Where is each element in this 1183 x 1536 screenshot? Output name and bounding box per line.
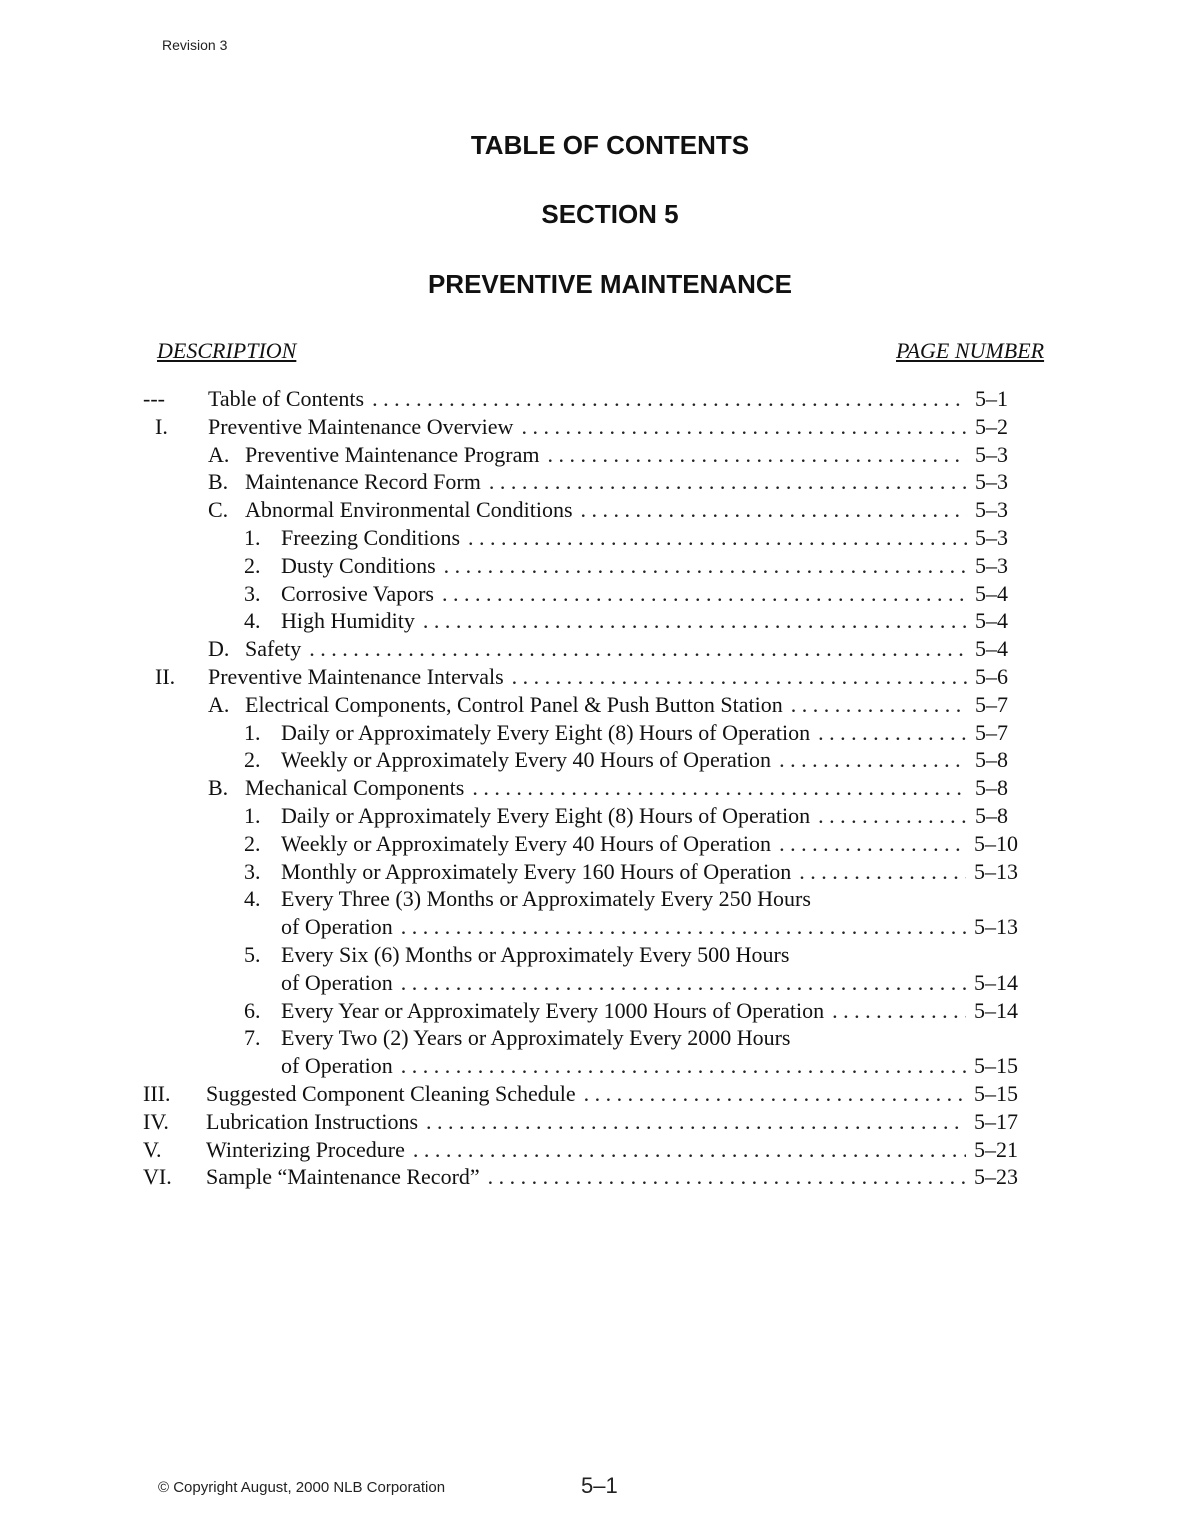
leader-dots — [309, 635, 967, 663]
leader-dots — [791, 691, 967, 719]
leader-dots — [779, 746, 967, 774]
toc-entry-title: Preventive Maintenance Program — [245, 441, 540, 467]
toc-entry-page: 5–3 — [975, 441, 1008, 467]
toc-entry — [0, 830, 1183, 858]
toc-entry-number: B. — [208, 775, 229, 801]
toc-entry-title: of Operation — [281, 914, 393, 940]
toc-entry-title: Table of Contents — [208, 386, 365, 411]
toc-entry-page: 5–7 — [975, 691, 1008, 717]
toc-entry-page: 5–2 — [975, 413, 1008, 439]
leader-dots — [489, 468, 967, 496]
toc-entry — [0, 997, 1183, 1025]
toc-entry-page: 5–10 — [974, 830, 1018, 856]
toc-entry-title: Preventive Maintenance Overview — [208, 413, 514, 439]
toc-entry-page: 5–15 — [974, 1053, 1018, 1079]
description-column-header: DESCRIPTION — [157, 338, 297, 363]
toc-entry-continuation — [0, 913, 1183, 941]
toc-entry — [0, 468, 1183, 496]
leader-dots — [818, 802, 967, 830]
toc-entry — [0, 802, 1183, 830]
leader-dots — [401, 1052, 966, 1080]
leader-dots — [779, 830, 966, 858]
leader-dots — [372, 385, 967, 413]
toc-entry-number: VI. — [143, 1164, 172, 1190]
toc-entry — [0, 1080, 1183, 1108]
toc-entry-title: Weekly or Approximately Every 40 Hours of Operation — [281, 747, 772, 773]
toc-entry-number: A. — [208, 441, 230, 467]
toc-entry — [0, 941, 1183, 969]
leader-dots — [547, 441, 967, 469]
toc-entry-number: I. — [155, 413, 168, 439]
toc-entry-continuation — [0, 1052, 1183, 1080]
toc-entry-title: Every Two (2) Years or Approximately Every 2000 Hours — [281, 1025, 791, 1051]
toc-entry-number: 7. — [244, 1025, 261, 1051]
leader-dots — [401, 969, 966, 997]
toc-entry — [0, 885, 1183, 913]
toc-entry — [0, 552, 1183, 580]
toc-entry-title: Preventive Maintenance Intervals — [208, 663, 504, 689]
toc-entry — [0, 607, 1183, 635]
toc-entry-page: 5–17 — [974, 1108, 1018, 1134]
leader-dots — [444, 552, 967, 580]
toc-entry-page: 5–14 — [974, 969, 1018, 995]
toc-entry — [0, 385, 1183, 413]
toc-entry-page: 5–7 — [975, 719, 1008, 745]
leader-dots — [472, 774, 967, 802]
leader-dots — [521, 413, 967, 441]
toc-entry-number: 4. — [244, 608, 261, 634]
toc-entry-title: Every Six (6) Months or Approximately Every 500 Hours — [281, 941, 790, 967]
toc-entry-continuation — [0, 969, 1183, 997]
leader-dots — [413, 1136, 966, 1164]
toc-entry-page: 5–14 — [974, 997, 1018, 1023]
toc-entry-page: 5–4 — [975, 608, 1008, 634]
toc-entry-number: --- — [143, 386, 165, 411]
toc-entry — [0, 413, 1183, 441]
toc-entry-page: 5–4 — [975, 636, 1008, 662]
toc-entry — [0, 441, 1183, 469]
toc-entry — [0, 1163, 1183, 1191]
toc-entry-title: Daily or Approximately Every Eight (8) Hours of Operation — [281, 802, 811, 828]
toc-entry-number: 4. — [244, 886, 261, 912]
leader-dots — [581, 496, 967, 524]
table-of-contents — [0, 385, 1183, 1191]
toc-entry-title: Electrical Components, Control Panel & Push Button Station — [245, 691, 783, 717]
leader-dots — [468, 524, 967, 552]
leader-dots — [442, 580, 967, 608]
toc-entry-page: 5–8 — [975, 775, 1008, 801]
toc-entry-title: of Operation — [281, 1053, 393, 1079]
toc-entry-page: 5–8 — [975, 747, 1008, 773]
toc-entry-page: 5–21 — [974, 1136, 1018, 1162]
toc-entry-number: 1. — [244, 802, 261, 828]
toc-entry-number: 5. — [244, 941, 261, 967]
toc-entry-title: Sample “Maintenance Record” — [206, 1164, 480, 1190]
copyright-notice: © Copyright August, 2000 NLB Corporation — [158, 1479, 446, 1496]
toc-entry — [0, 858, 1183, 886]
toc-entry-title: Daily or Approximately Every Eight (8) Hours of Operation — [281, 719, 811, 745]
document-title: TABLE OF CONTENTS — [470, 130, 750, 160]
toc-entry-number: 1. — [244, 719, 261, 745]
toc-entry-title: Maintenance Record Form — [245, 469, 481, 495]
toc-entry-page: 5–6 — [975, 663, 1008, 689]
toc-entry-title: Corrosive Vapors — [281, 580, 434, 606]
page-number: 5–1 — [581, 1473, 618, 1498]
section-subtitle: PREVENTIVE MAINTENANCE — [427, 269, 793, 299]
toc-entry-title: Winterizing Procedure — [206, 1136, 405, 1162]
toc-entry-number: D. — [208, 636, 230, 662]
toc-entry — [0, 746, 1183, 774]
toc-entry — [0, 691, 1183, 719]
toc-entry-title: Suggested Component Cleaning Schedule — [206, 1080, 576, 1106]
toc-entry-title: Mechanical Components — [245, 775, 465, 801]
toc-entry-title: Weekly or Approximately Every 40 Hours of Operation — [281, 830, 772, 856]
toc-entry-title: Monthly or Approximately Every 160 Hours of Operation — [281, 858, 792, 884]
toc-entry-number: IV. — [143, 1108, 169, 1134]
page-number-column-header: PAGE NUMBER — [896, 338, 1045, 363]
toc-entry-title: of Operation — [281, 969, 393, 995]
toc-entry-number: 1. — [244, 524, 261, 550]
leader-dots — [488, 1163, 966, 1191]
toc-entry-number: 6. — [244, 997, 261, 1023]
toc-entry-page: 5–8 — [975, 802, 1008, 828]
toc-entry-page: 5–23 — [974, 1164, 1018, 1190]
revision-label: Revision 3 — [162, 37, 228, 53]
toc-entry — [0, 663, 1183, 691]
toc-entry-number: 2. — [244, 747, 261, 773]
toc-entry-number: II. — [155, 663, 176, 689]
toc-entry-title: High Humidity — [281, 608, 415, 634]
toc-entry-number: 3. — [244, 580, 261, 606]
toc-entry-page: 5–1 — [975, 386, 1008, 411]
leader-dots — [832, 997, 966, 1025]
section-title: SECTION 5 — [541, 199, 679, 229]
leader-dots — [426, 1108, 966, 1136]
toc-entry-page: 5–3 — [975, 552, 1008, 578]
toc-entry — [0, 774, 1183, 802]
toc-entry-number: V. — [143, 1136, 162, 1162]
toc-entry-number: A. — [208, 691, 230, 717]
toc-entry-title: Lubrication Instructions — [206, 1108, 419, 1134]
leader-dots — [799, 858, 966, 886]
leader-dots — [401, 913, 966, 941]
toc-entry-title: Abnormal Environmental Conditions — [245, 497, 573, 523]
toc-entry — [0, 524, 1183, 552]
toc-entry — [0, 719, 1183, 747]
toc-entry-page: 5–3 — [975, 469, 1008, 495]
toc-entry-page: 5–13 — [974, 914, 1018, 940]
toc-entry-number: B. — [208, 469, 229, 495]
toc-entry-page: 5–3 — [975, 524, 1008, 550]
toc-entry-number: 3. — [244, 858, 261, 884]
toc-entry — [0, 580, 1183, 608]
toc-entry — [0, 496, 1183, 524]
toc-entry-title: Dusty Conditions — [281, 552, 436, 578]
toc-entry — [0, 1108, 1183, 1136]
toc-entry-page: 5–4 — [975, 580, 1008, 606]
toc-entry-title: Every Year or Approximately Every 1000 Hours of Operation — [281, 997, 825, 1023]
toc-entry-number: 2. — [244, 830, 261, 856]
toc-entry-title: Safety — [245, 636, 302, 662]
toc-entry — [0, 635, 1183, 663]
toc-entry — [0, 1136, 1183, 1164]
leader-dots — [512, 663, 967, 691]
toc-entry-page: 5–13 — [974, 858, 1018, 884]
toc-entry-page: 5–3 — [975, 497, 1008, 523]
leader-dots — [423, 607, 967, 635]
leader-dots — [584, 1080, 966, 1108]
toc-entry-title: Every Three (3) Months or Approximately Every 250 Hours — [281, 886, 811, 912]
toc-entry-title: Freezing Conditions — [281, 524, 461, 550]
toc-entry-number: C. — [208, 497, 229, 523]
leader-dots — [818, 719, 967, 747]
toc-entry — [0, 1024, 1183, 1052]
toc-entry-page: 5–15 — [974, 1080, 1018, 1106]
toc-entry-number: 2. — [244, 552, 261, 578]
toc-entry-number: III. — [143, 1080, 171, 1106]
